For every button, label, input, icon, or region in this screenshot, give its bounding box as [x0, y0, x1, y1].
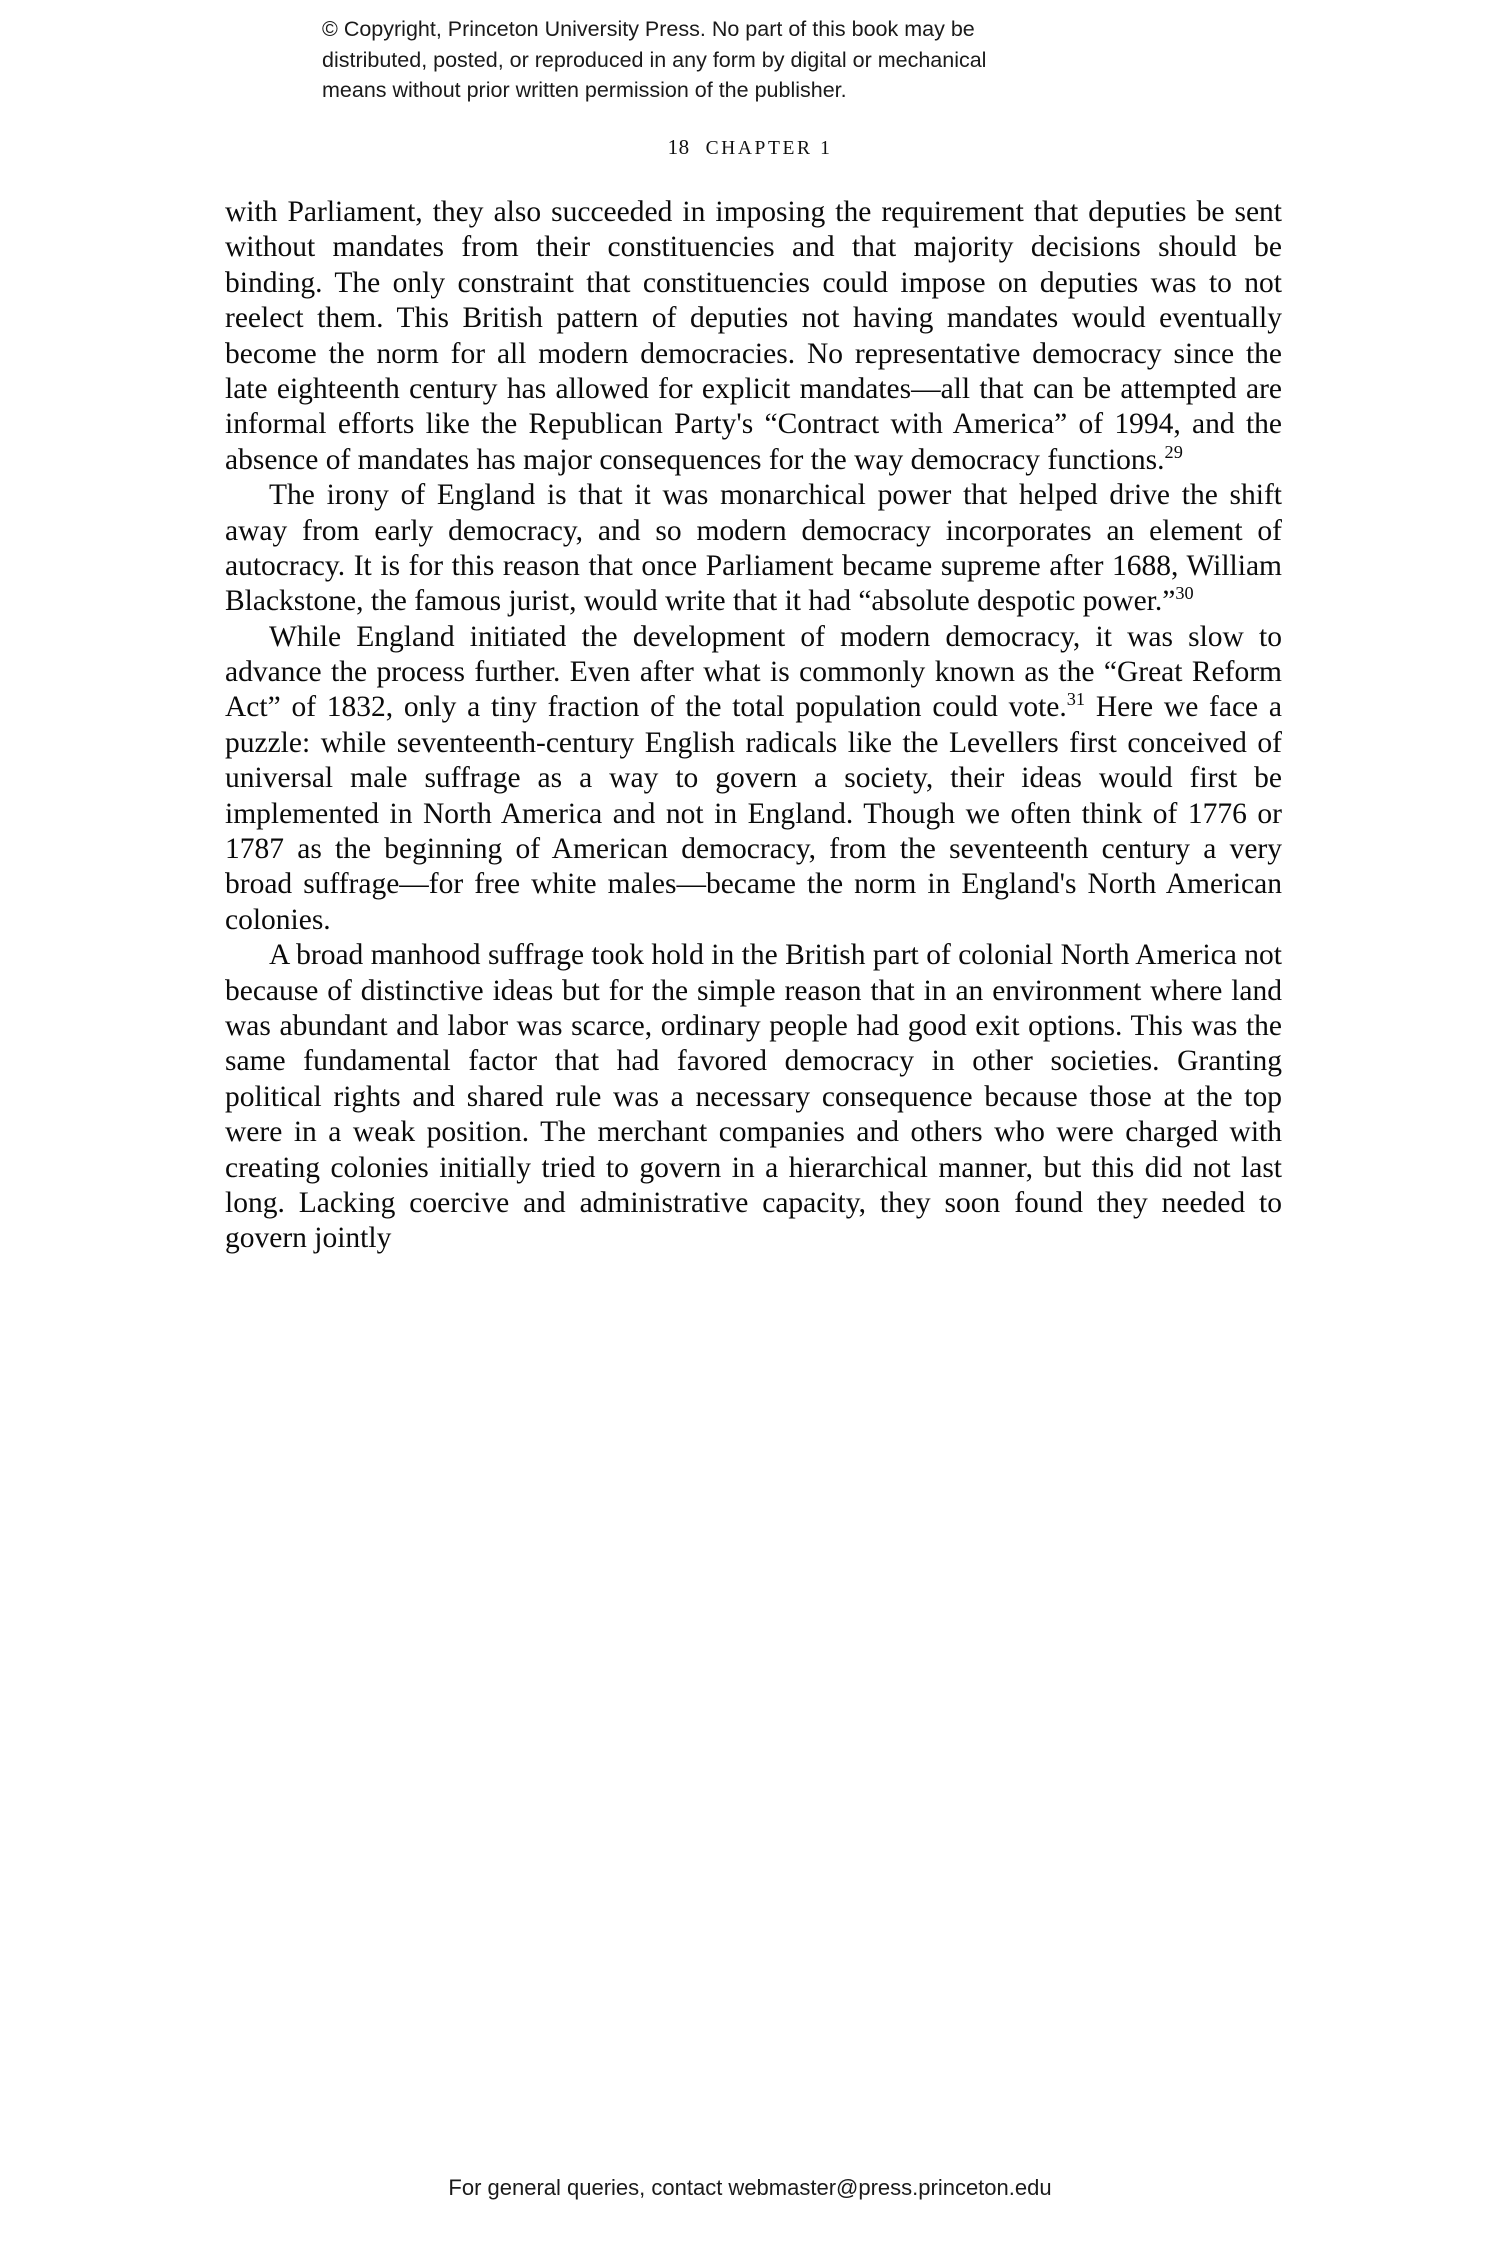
- copyright-line-2: distributed, posted, or reproduced in any form by digital or mechanical: [322, 47, 987, 72]
- body-text: [225, 195, 1282, 1257]
- copyright-line-1: © Copyright, Princeton University Press. No part of this book may be: [322, 17, 975, 41]
- footnote-ref-31: 31: [1066, 689, 1086, 710]
- page-number: 18: [667, 135, 690, 159]
- footnote-ref-30: 30: [1175, 583, 1194, 604]
- paragraph-3: [225, 620, 1282, 939]
- paragraph-3-text-a: While England initiated the development of modern democracy, it was slow to advance the process further. Even after what is commonly known as the “Great Reform Act” of 1832, only a tiny fraction of the total population could vote.: [225, 620, 1282, 724]
- paragraph-2-text: The irony of England is that it was monarchical power that helped drive the shift away from early democracy, and so modern democracy incorporates an element of autocracy. It is for this reason that once Parliament became supreme after 1688, William Blackstone, the famous jurist, would write that it had “absolute despotic power.”: [225, 479, 1282, 618]
- footer-text: For general queries, contact webmaster@press.princeton.edu: [448, 2175, 1052, 2200]
- paragraph-4: [225, 938, 1282, 1257]
- paragraph-1: [225, 195, 1282, 478]
- running-head: [0, 135, 1500, 160]
- paragraph-2: [225, 478, 1282, 620]
- page-footer: [0, 2175, 1500, 2201]
- paragraph-1-text: with Parliament, they also succeeded in imposing the requirement that deputies be sent without mandates from their constituencies and that majority decisions should be binding. The only constraint that constituencies could impose on deputies was to not reelect them. This British pattern of deputies not having mandates would eventually become the norm for all modern democracies. No representative democracy since the late eighteenth century has allowed for explicit mandates—all that can be attempted are informal efforts like the Republican Party's “Contract with America” of 1994, and the absence of mandates has major consequences for the way democracy functions.: [225, 196, 1282, 476]
- copyright-line-3: means without prior written permission of the publisher.: [322, 78, 847, 103]
- footnote-ref-29: 29: [1164, 441, 1183, 462]
- chapter-label: CHAPTER 1: [705, 138, 833, 159]
- paragraph-3-text-b: Here we face a puzzle: while seventeenth-century English radicals like the Levellers first conceived of universal male suffrage as a way to govern a society, their ideas would first be implemented in North America and not in England. Though we often think of 1776 or 1787 as the beginning of American democracy, from the seventeenth century a very broad suffrage—for free white males—became the norm in England's North American colonies.: [225, 691, 1282, 936]
- copyright-notice: [322, 14, 1182, 106]
- paragraph-4-text: A broad manhood suffrage took hold in the British part of colonial North America not because of distinctive ideas but for the simple reason that in an environment where land was abundant and labor was scarce, ordinary people had good exit options. This was the same fundamental factor that had favored democracy in other societies. Granting political rights and shared rule was a necessary consequence because those at the top were in a weak position. The merchant companies and others who were charged with creating colonies initially tried to govern in a hierarchical manner, but this did not last long. Lacking coercive and administrative capacity, they soon found they needed to govern jointly: [225, 939, 1282, 1255]
